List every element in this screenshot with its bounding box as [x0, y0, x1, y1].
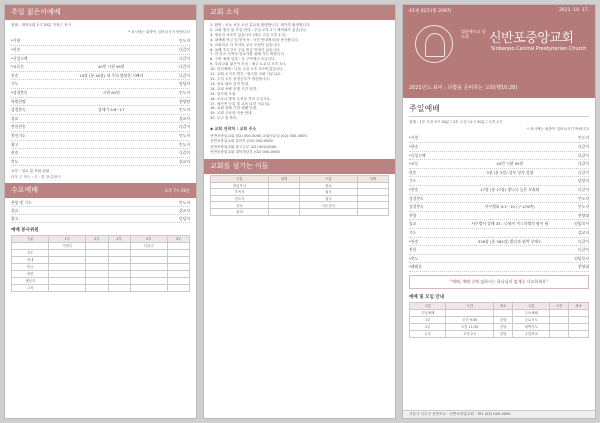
order-item-label: 기도 — [409, 229, 417, 235]
text-line: 12. 주일 오후 성경공부가 개강합니다. — [210, 76, 271, 81]
order-item-detail: 336장 (통 383장) 환난과 핍박 중에도 — [477, 238, 542, 244]
text-line: 8. 구역 예배 일정 : 각 구역에서 모입니다. — [210, 57, 276, 62]
cover-footer: 서울시 서초구 신반포로 · 신반포중앙교회 · TEL (02) 000-0000 — [403, 410, 595, 418]
table-row — [211, 189, 389, 196]
order-item-label: 축도 — [11, 158, 19, 164]
order-row — [409, 195, 589, 204]
footnote-2: 더욱 주 목는 : 국 · 한 찬·수당시 — [11, 174, 61, 179]
table-cell — [49, 263, 86, 270]
order-row — [409, 263, 589, 272]
table-cell — [167, 263, 189, 270]
table-row — [211, 182, 389, 189]
youth-worship-band — [5, 5, 196, 20]
service-staff-table — [11, 235, 190, 292]
table-header-cell: 성명 — [357, 175, 388, 182]
church-news-title: 교회 소식 — [210, 8, 240, 16]
table-row — [12, 242, 190, 249]
wednesday-worship-band — [5, 183, 196, 198]
order-row — [11, 141, 190, 150]
text-line: 선반포중앙교회 (02) 000-0000 교회사무실 (02) 000-0000 — [210, 134, 307, 139]
church-news-band — [204, 5, 395, 20]
order-row — [409, 255, 589, 264]
order-row — [11, 98, 190, 107]
table-cell — [86, 256, 108, 263]
order-row — [409, 212, 589, 221]
order-item-leader: 담임목사 — [574, 255, 589, 261]
table-cell — [86, 284, 108, 291]
table-cell — [108, 242, 130, 249]
order-item-label: 성경봉독 — [11, 107, 26, 113]
table-header-cell: 1부 — [49, 235, 86, 242]
order-item-leader: 다같이 — [178, 55, 190, 61]
order-row — [11, 55, 190, 64]
order-item-label: 설교 — [11, 115, 19, 121]
table-cell: 1부 — [410, 316, 446, 323]
order-item-label: 찬송 — [11, 72, 19, 78]
order-item-leader: 설교자 — [178, 158, 190, 164]
table-cell: 오후 2시 — [446, 330, 494, 337]
text-line: 2. 교회 행사 및 모임 안내 : 주일 오후 2시 제직회가 있습니다. — [210, 27, 308, 32]
table-cell — [268, 202, 299, 209]
table-cell: 다음주 — [130, 242, 167, 249]
table-cell — [268, 195, 299, 202]
table-cell — [167, 242, 189, 249]
table-cell: 수요예배 — [513, 309, 549, 316]
table-cell: 본당 — [493, 323, 513, 330]
order-item-label: 기도 — [409, 178, 417, 184]
table-cell: 주일예배 — [410, 309, 446, 316]
order-item-leader: 인도자 — [577, 135, 589, 141]
order-item-detail: 창세기 9:8~17 — [98, 107, 125, 113]
table-cell — [167, 270, 189, 277]
table-cell — [12, 242, 49, 249]
order-item-leader: 인도자 — [577, 195, 589, 201]
order-item-leader: 다같이 — [577, 144, 589, 149]
table-header-cell: 3부 — [167, 235, 189, 242]
table-header-cell: 구분 — [12, 235, 49, 242]
order-item-label: *교독 — [409, 161, 419, 167]
table-cell — [108, 263, 130, 270]
text-line: 5. 교회학교 각 부서의 교사 모집이 있습니다. — [210, 42, 281, 47]
order-item-detail: 사무엘하 5:1~10 (구 476쪽) — [484, 204, 535, 210]
order-item-leader: 설교자 — [178, 115, 190, 121]
issue-date: 2021. 10. 17. — [558, 8, 589, 13]
table-cell: 새신자 — [12, 277, 49, 284]
sunday-order-list — [403, 133, 595, 273]
wednesday-worship-time: 오후 7시 30분 — [164, 187, 190, 193]
order-row — [409, 246, 589, 255]
order-item-leader: 다같이 — [577, 152, 589, 158]
order-item-leader: 다같이 — [577, 169, 589, 175]
order-item-label: *축도 — [409, 255, 419, 261]
order-item-leader: 인도자 — [178, 107, 190, 113]
wednesday-order-list — [5, 198, 196, 224]
table-cell — [167, 249, 189, 256]
footnote-1: 교부 : 청교 및 목회 위원 — [11, 169, 50, 174]
meetings-title: 예배 및 모임 안내 — [409, 294, 445, 300]
issue-number: 41권 42호(통 2097) — [409, 9, 452, 14]
order-row — [409, 152, 589, 161]
order-row — [409, 169, 589, 178]
table-cell: 간사 — [211, 202, 269, 209]
order-item-leader: 담당자 — [577, 178, 589, 184]
order-item-leader: 담당자 — [178, 215, 190, 221]
text-line: 11. 교회 소식지 발간 : 원고를 교회 사무실로. — [210, 72, 282, 77]
table-header-cell: 구분 — [299, 175, 357, 182]
table-cell: 주차 — [12, 284, 49, 291]
order-item-leader: 다같이 — [178, 72, 190, 78]
order-row — [11, 199, 190, 207]
table-cell — [108, 256, 130, 263]
staff-table — [210, 175, 389, 216]
meetings-table — [409, 302, 589, 338]
table-row — [410, 330, 589, 337]
table-cell — [130, 277, 167, 284]
order-item-label: 찬송 — [409, 169, 417, 175]
contact-title: ◆ 교회 연락처 : 교회 주소 — [210, 126, 257, 132]
order-item-label: *성경봉독 — [11, 89, 28, 95]
table-row — [12, 284, 190, 291]
table-cell — [357, 208, 388, 215]
table-cell — [130, 270, 167, 277]
text-line: 13. 장로·권사 임직 안내. — [210, 81, 250, 86]
table-cell — [569, 330, 589, 337]
table-cell — [130, 249, 167, 256]
table-cell — [493, 309, 513, 316]
order-item-leader: 인도자 — [178, 89, 190, 95]
text-line: 15. 성가대 모집. — [210, 91, 237, 96]
table-cell — [167, 277, 189, 284]
news-list — [204, 20, 395, 124]
text-line: 1. 환영 : 오늘 처음 오신 분들을 환영합니다. 새가족 환영합니다. — [210, 23, 311, 27]
order-item-detail: 19장 (통 40장) 내 주의 영원한 기뻐라 — [79, 72, 144, 78]
cover-banner — [403, 5, 595, 98]
order-item-label: *찬송 — [409, 186, 419, 192]
table-cell — [108, 277, 130, 284]
table-cell — [86, 277, 108, 284]
table-row — [12, 277, 190, 284]
table-cell — [569, 309, 589, 316]
order-item-label: 기도 — [11, 81, 19, 87]
staff-band — [204, 159, 395, 174]
table-cell: 2부 — [410, 323, 446, 330]
table-row — [211, 195, 389, 202]
table-cell: 관리 — [211, 208, 269, 215]
table-header-cell: 구분 — [410, 302, 446, 309]
table-cell — [108, 270, 130, 277]
order-row — [409, 220, 589, 229]
table-cell: 장로 — [299, 182, 357, 189]
order-item-detail: 시편 62편 — [102, 89, 120, 95]
order-item-label: 특별찬양 — [11, 98, 26, 104]
order-item-label: *찬송 — [409, 144, 419, 149]
order-item-leader: 담당자 — [178, 81, 190, 87]
order-item-label: *기원 — [11, 38, 21, 44]
order-item-leader: 찬양대 — [577, 264, 589, 270]
sunday-worship-meta: 집례 : 1부 오전 9시 30분 / 2부 오전 11시 30분 / 오후 2시 — [409, 120, 503, 124]
year-motto: 2021년도 표어 : 다함을 준비하는 교회(행10:28) — [409, 85, 518, 91]
order-row — [11, 132, 190, 141]
order-row — [409, 186, 589, 195]
order-item-leader: 다같이 — [577, 238, 589, 244]
panel-church-news — [203, 4, 396, 419]
order-item-label: 설교 — [11, 207, 19, 213]
sunday-worship-title: 주일예배 — [409, 98, 589, 117]
table-cell: 권사 — [299, 189, 357, 196]
order-item-leader: 다같이 — [178, 64, 190, 70]
table-header-cell: 성명 — [268, 175, 299, 182]
text-line: 9. 우리교회 젊은이 모임 : 매주 토요일 오후 3시. — [210, 62, 287, 67]
order-row — [11, 207, 190, 215]
table-header-cell: 구분 — [211, 175, 269, 182]
order-row — [11, 72, 190, 81]
order-row — [11, 149, 190, 158]
table-header-cell: 장소 — [493, 302, 513, 309]
table-cell: 금요기도 — [513, 316, 549, 323]
standing-note-cover: * 표시에는 회중이 일어나시기 바랍니다 — [527, 127, 589, 132]
text-line: 3. 새신자 교육이 있습니다 (매주 주일 오후 1시). — [210, 32, 287, 37]
order-item-label: 성경봉독 — [409, 195, 424, 201]
standing-note: * 표시에는 회중이 일어나시기 바랍니다 — [128, 30, 190, 35]
church-logo-icon — [415, 25, 453, 63]
cover-top-line — [403, 5, 595, 15]
church-name: 신반포중앙교회 — [489, 31, 574, 46]
table-header-row — [410, 302, 589, 309]
order-item-label: 찬양 및 기도 — [11, 199, 32, 205]
table-header-cell: 1부 — [108, 235, 130, 242]
table-row — [211, 202, 389, 209]
table-cell — [167, 284, 189, 291]
table-cell: 사무간사 — [299, 202, 357, 209]
contact-list — [204, 134, 395, 155]
denomination-label: 대한예수교 장로회 — [461, 29, 486, 39]
order-row — [409, 229, 589, 238]
order-item-label: *신앙고백 — [409, 152, 426, 158]
table-row — [12, 249, 190, 256]
table-cell — [549, 330, 569, 337]
order-row — [11, 115, 190, 124]
table-cell — [86, 263, 108, 270]
order-item-leader: 찬양팀 — [178, 98, 190, 104]
table-cell — [49, 270, 86, 277]
order-row — [409, 203, 589, 212]
order-item-label: 광고 — [11, 141, 19, 147]
table-cell — [268, 182, 299, 189]
order-row — [11, 106, 190, 115]
table-cell — [86, 270, 108, 277]
order-row — [409, 177, 589, 186]
table-cell — [130, 256, 167, 263]
order-row — [11, 63, 190, 72]
text-line: 20. 부고 및 축하. — [210, 116, 238, 121]
table-header-row — [211, 175, 389, 182]
table-cell — [86, 249, 108, 256]
table-cell — [357, 182, 388, 189]
youth-worship-meta: 집례 : 대학교회 1시 30분 이정근 목사 — [11, 23, 72, 27]
panel-youth-worship — [4, 4, 197, 419]
table-cell: 이번주 — [49, 242, 86, 249]
text-line: 4. 대예배 헌금 및 봉사자 : 사전 안내에 따라 봉사합니다. — [210, 37, 299, 42]
staff-title: 교회를 섬기는 이들 — [210, 161, 269, 170]
table-cell — [130, 284, 167, 291]
table-cell: 담임목사 — [211, 182, 269, 189]
table-cell: 헌금 — [12, 263, 49, 270]
table-cell: 안내 — [12, 256, 49, 263]
order-item-label: *기원 — [409, 135, 419, 141]
order-item-leader: 찬양대 — [577, 212, 589, 218]
order-item-label: 찬양 — [409, 212, 417, 218]
table-row — [410, 323, 589, 330]
table-cell — [167, 256, 189, 263]
table-cell — [49, 249, 86, 256]
table-row — [12, 270, 190, 277]
table-cell — [130, 263, 167, 270]
table-row — [410, 316, 589, 323]
wednesday-worship-title: 수요예배 — [11, 185, 39, 194]
table-cell: 오후 — [410, 330, 446, 337]
order-item-label: 봉헌기도 — [11, 132, 26, 138]
order-item-detail: 27장 (통 27장) 빛나고 높은 보좌와 — [480, 186, 540, 192]
table-header-cell: 2부 — [130, 235, 167, 242]
table-cell: 오전 11:30 — [446, 323, 494, 330]
order-row — [11, 46, 190, 55]
text-line: 14. 교회 차량 운행 시간 변경. — [210, 86, 258, 91]
order-row — [11, 89, 190, 98]
order-item-label: 봉헌 — [409, 247, 417, 253]
text-line: 선반포중앙교회 대학청년부 (02) 000-0000 — [210, 149, 280, 154]
table-cell — [299, 208, 357, 215]
order-item-label: 봉헌찬송 — [11, 124, 26, 130]
table-cell — [268, 189, 299, 196]
table-cell — [268, 208, 299, 215]
table-cell — [49, 277, 86, 284]
order-row — [409, 238, 589, 247]
text-line: 10. 헌신예배 : 다음 주일 오후 3시에 있습니다. — [210, 67, 284, 72]
order-item-leader: 다같이 — [577, 161, 589, 167]
table-row — [211, 208, 389, 215]
table-cell: 새벽기도 — [513, 323, 549, 330]
order-item-leader: 다같이 — [178, 47, 190, 52]
table-cell: 전도사 — [211, 195, 269, 202]
order-item-detail: 사무엘서 강해 33 : 다윗이 이스라엘의 왕이 됨 — [471, 221, 549, 227]
table-header-cell: 구분 — [513, 302, 549, 309]
table-cell: 집사 — [299, 195, 357, 202]
table-cell: 부목사 — [211, 189, 269, 196]
panel-cover — [402, 4, 596, 419]
order-item-leader: 인도자 — [178, 132, 190, 138]
table-cell — [357, 189, 388, 196]
text-line: 17. 새가족 등록 및 교육 (1층 사무실). — [210, 101, 271, 106]
table-cell: 기도 — [12, 249, 49, 256]
order-row — [11, 37, 190, 46]
order-item-label: 찬송 — [11, 150, 19, 156]
order-item-leader: 인도자 — [178, 38, 190, 44]
text-line: 18. 교회 창립 기념 예배 안내. — [210, 106, 258, 111]
table-cell — [49, 284, 86, 291]
order-item-leader: 다같이 — [577, 247, 589, 253]
order-row — [11, 158, 190, 167]
table-cell — [569, 323, 589, 330]
table-row — [12, 263, 190, 270]
order-row — [409, 143, 589, 152]
order-item-detail: 40번 시편 95편 — [496, 161, 524, 167]
table-cell — [357, 195, 388, 202]
order-item-leader: 다같이 — [577, 186, 589, 192]
table-cell — [549, 309, 569, 316]
order-item-leader: 다같이 — [178, 150, 190, 156]
order-item-leader: 인도자 — [178, 141, 190, 147]
table-cell: 성찬 — [12, 270, 49, 277]
table-cell — [108, 284, 130, 291]
order-item-label: *신앙고백 — [11, 55, 28, 61]
order-item-leader: 설교자 — [178, 207, 190, 213]
order-item-label: 설교 — [409, 221, 417, 227]
table-cell — [357, 202, 388, 209]
order-row — [11, 80, 190, 89]
order-item-leader: 인도자 — [178, 199, 190, 205]
text-line: 19. 교회 주차장 이용 안내. — [210, 111, 253, 116]
service-staff-title: 예배 봉사위원 — [11, 227, 39, 233]
text-line: 6. 올해 추수감사 주일 헌금 안내가 있습니다. — [210, 47, 281, 52]
order-item-leader: 담임목사 — [574, 221, 589, 227]
table-cell: 오전 9:30 — [446, 316, 494, 323]
order-item-label: *찬송 — [11, 47, 21, 52]
text-line: 선반포중앙교회 중고등부 (02) 000-0000 — [210, 144, 277, 149]
worship-highlight: "예배, 예배 중에 임하시는 하나님의 임재를 사모하세요" — [409, 275, 589, 289]
youth-worship-title: 주일 젊은이예배 — [11, 8, 61, 16]
table-row — [12, 256, 190, 263]
table-cell: 본당 — [493, 330, 513, 337]
table-cell: 본당 — [493, 316, 513, 323]
table-header-cell: 시간 — [549, 302, 569, 309]
order-item-label: *폐회송 — [409, 264, 422, 270]
order-item-detail: 3장 (통 3장) 성부 성자 성령 — [486, 169, 534, 175]
text-line: 선반포중앙교회 유아부 (02) 000-0000 — [210, 139, 273, 144]
table-cell — [569, 316, 589, 323]
order-item-leader: 인도자 — [577, 204, 589, 210]
table-header-cell: 2부 — [86, 235, 108, 242]
table-header-row — [12, 235, 190, 242]
church-name-english: Sinbanpo Central Presbyterian Church — [491, 46, 587, 52]
table-cell: 주일학교 — [513, 330, 549, 337]
table-cell — [49, 256, 86, 263]
table-cell — [86, 242, 108, 249]
table-cell — [446, 309, 494, 316]
table-cell — [549, 323, 569, 330]
youth-order-list — [5, 36, 196, 167]
order-item-label: 성경봉독 — [409, 204, 424, 210]
order-row — [409, 160, 589, 169]
order-row — [11, 215, 190, 223]
table-cell — [108, 249, 130, 256]
table-header-cell: 장소 — [569, 302, 589, 309]
order-row — [409, 134, 589, 143]
order-item-label: 광고 — [11, 215, 19, 221]
order-item-label: *교독문 — [11, 64, 24, 70]
order-item-leader: 설교자 — [577, 229, 589, 235]
text-line: 7. 각 선교 지역의 선교사를 위해 기도 바랍니다. — [210, 52, 286, 57]
order-item-label: *찬송 — [409, 238, 419, 244]
order-item-leader: 다같이 — [178, 124, 190, 130]
table-header-cell: 시간 — [446, 302, 494, 309]
order-item-detail: 40번 시편 95편 — [97, 64, 125, 70]
text-line: 16. 코로나 방역 수칙을 지켜 주십시오. — [210, 96, 272, 101]
order-row — [11, 123, 190, 132]
table-row — [410, 309, 589, 316]
table-cell — [549, 316, 569, 323]
